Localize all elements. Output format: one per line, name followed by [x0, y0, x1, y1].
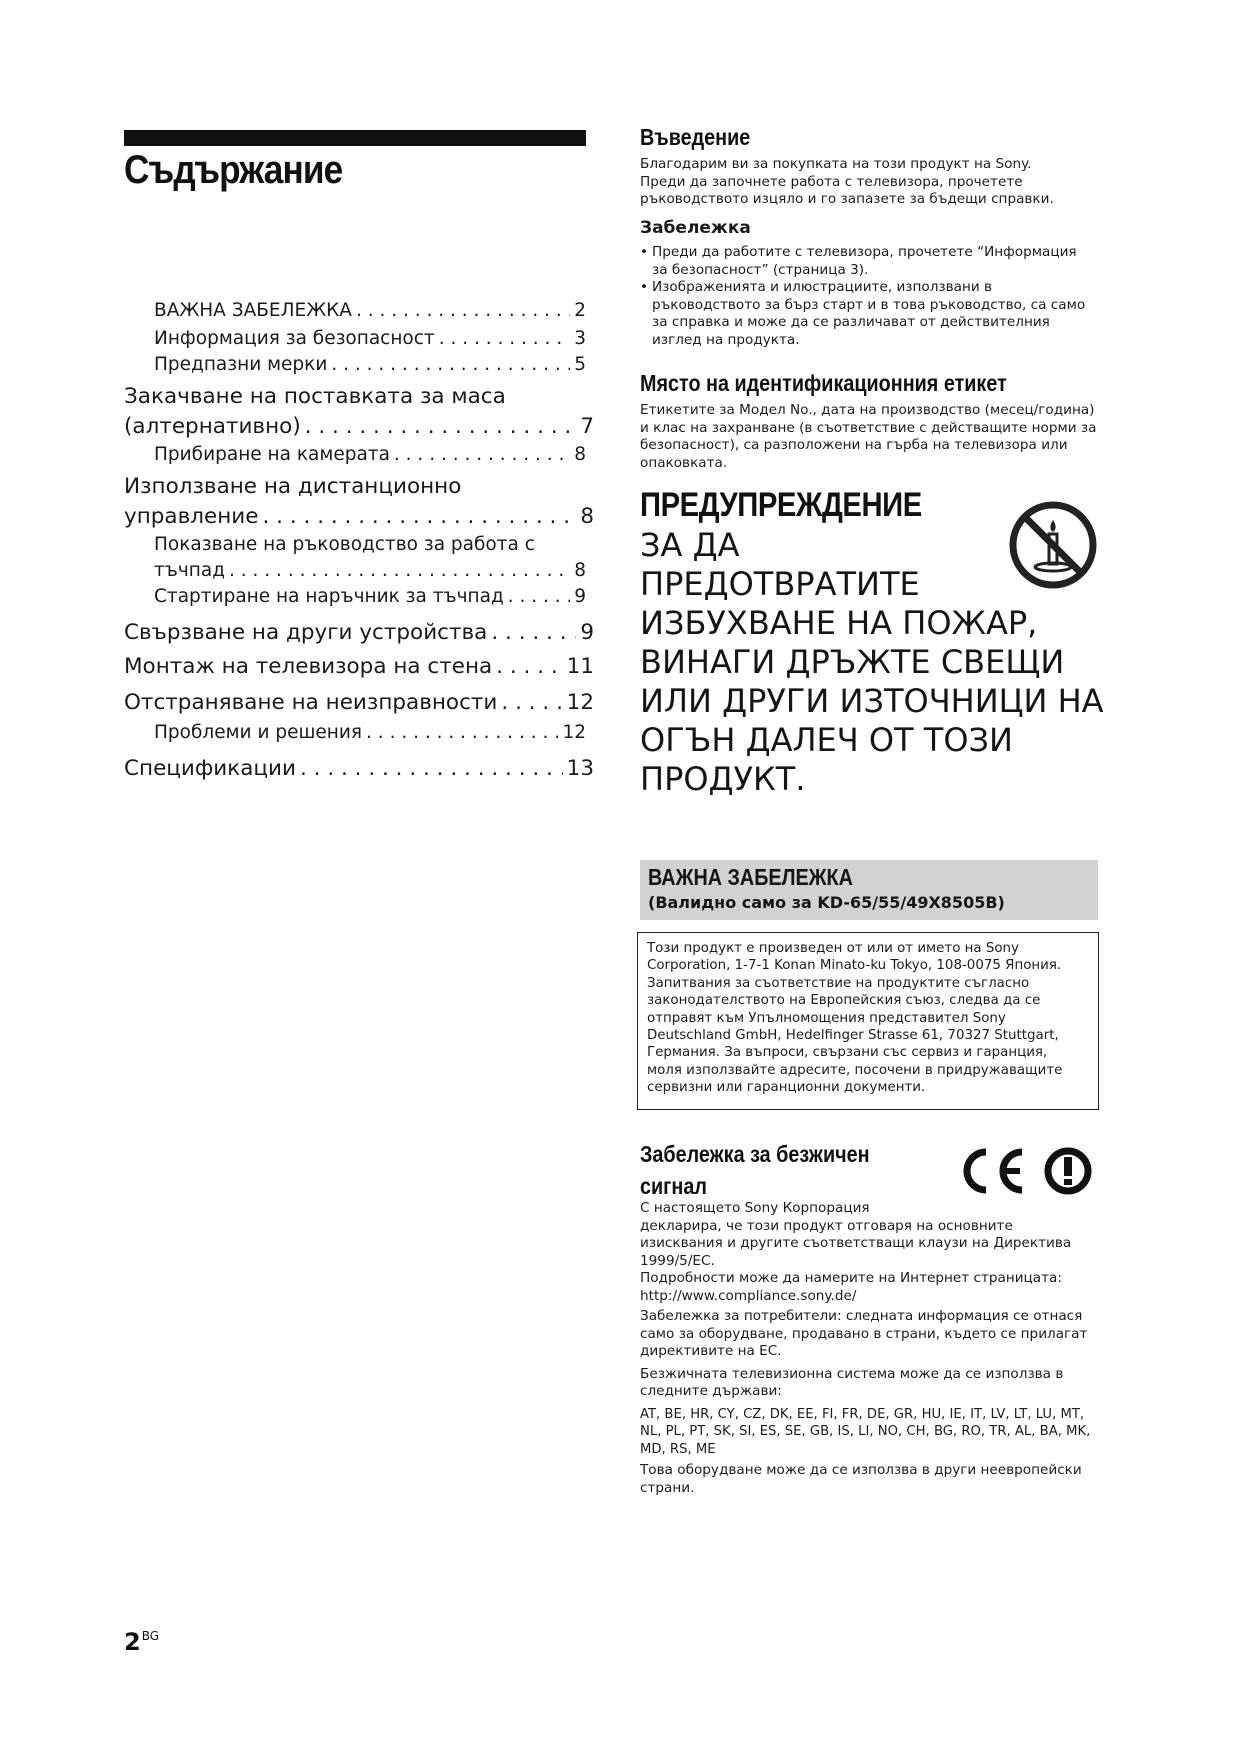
- toc-entry-page: 12: [566, 690, 594, 715]
- toc-entry-page: 8: [574, 444, 586, 465]
- toc-entry-page: 9: [580, 620, 594, 645]
- toc-entry-label: Прибиране на камерата: [154, 444, 390, 465]
- toc-entry[interactable]: [124, 650, 594, 684]
- toc-entry-label: (алтернативно): [124, 414, 301, 439]
- toc-entry[interactable]: [124, 686, 594, 720]
- toc-entry-page: 11: [566, 654, 594, 679]
- toc-entry-label-line1: Използване на дистанционно: [124, 474, 462, 499]
- toc-entry[interactable]: [124, 752, 594, 786]
- toc-entry-label: Стартиране на наръчник за тъчпад: [154, 586, 504, 607]
- important-notice-title: ВАЖНА ЗАБЕЛЕЖКА: [648, 864, 853, 890]
- warning-title: ПРЕДУПРЕЖДЕНИЕ: [640, 486, 922, 524]
- toc-entry[interactable]: [124, 720, 594, 746]
- note-bullets: [640, 244, 1100, 349]
- page-number-suffix: BG: [141, 1629, 160, 1643]
- toc-entry-label-line1: Показване на ръководство за работа с: [154, 534, 535, 555]
- toc-entry-label: Монтаж на телевизора на стена: [124, 654, 493, 679]
- toc-entry[interactable]: [124, 352, 594, 378]
- toc-entry-page: 9: [574, 586, 586, 607]
- toc-entry[interactable]: [124, 584, 594, 610]
- toc-entry-label: тъчпад: [154, 560, 226, 581]
- intro-paragraph: Благодарим ви за покупката на този продукт на Sony. Преди да започнете работа с телевизора, прочетете ръководството изцяло и го запазете за бъдещи справки.: [640, 156, 1054, 207]
- toc-entry-page: 2: [574, 300, 586, 321]
- toc-entry-page: 8: [580, 504, 594, 529]
- wireless-paragraph: С настоящето Sony Корпорация декларира, че този продукт отговаря на основните изисквания и другите съответстващи клаузи на Директива 1999/5/EC. Подробности може да намерите на Интернет страницата: http://www.compliance.sony.de/ Забележка за потребители: следната информация се отнася само за оборудване, продавано в страни, където се прилагат директивите на ЕС. Безжичната телевизионна система може да се използва в следните държави: AT, BE, HR, CY, CZ, DK, EE, FI, FR, DE, GR, HU, IE, IT, LV, LT, LU, MT, NL, PL, PT, SK, SI, ES, SE, GB, IS, LI, NO, CH, BG, RO, TR, AL, BA, MK, MD, RS, ME Това оборудване може да се използва в други неевропейски страни.: [640, 1200, 1110, 1497]
- toc-entry-page: 13: [566, 756, 594, 781]
- country-list: AT, BE, HR, CY, CZ, DK, EE, FI, FR, DE, GR, HU, IE, IT, LV, LT, LU, MT, NL, PL, PT, SK, SI, ES, SE, GB, IS, LI, NO, CH, BG, RO, TR, AL, BA, MK, MD, RS, ME: [640, 1406, 1091, 1457]
- toc-entry-label: Информация за безопасност: [154, 328, 435, 349]
- toc-entry-label: управление: [124, 504, 259, 529]
- toc-entry[interactable]: [124, 326, 594, 352]
- toc-entry-page: 8: [574, 560, 586, 581]
- toc-entry-label: Спецификации: [124, 756, 296, 781]
- toc-entry-label: Отстраняване на неизправности: [124, 690, 498, 715]
- important-notice-subtitle: (Валидно само за KD-65/55/49X8505B): [648, 893, 1005, 912]
- toc-entry-label: Предпазни мерки: [154, 354, 328, 375]
- wireless-heading: Забележка за безжичен сигнал: [640, 1141, 870, 1199]
- toc-entry-page: 12: [562, 722, 586, 743]
- toc-entry-label: Проблеми и решения: [154, 722, 363, 743]
- toc-entry-page: 3: [574, 328, 586, 349]
- note-bullet: • Преди да работите с телевизора, прочетете “Информация за безопасност” (страница 3).: [640, 244, 1100, 279]
- toc-header-bar: [124, 130, 586, 146]
- label-location-heading: Място на идентификационния етикет: [640, 370, 1007, 396]
- warning-text: ЗА ДА ПРЕДОТВРАТИТЕ ИЗБУХВАНЕ НА ПОЖАР, ВИНАГИ ДРЪЖТЕ СВЕЩИ ИЛИ ДРУГИ ИЗТОЧНИЦИ НА ОГЪН ДАЛЕЧ ОТ ТОЗИ ПРОДУКТ.: [640, 526, 1104, 798]
- page-number: $2^{BG}$: [124, 1628, 160, 1656]
- toc-title: Съдържание: [124, 148, 343, 192]
- toc-entry-label-line1: Закачване на поставката за маса: [124, 384, 506, 409]
- compliance-url[interactable]: http://www.compliance.sony.de/: [640, 1287, 857, 1304]
- toc-entry[interactable]: [124, 382, 594, 442]
- toc-entry[interactable]: [124, 442, 594, 468]
- no-candle-icon: [1006, 498, 1100, 592]
- toc-entry[interactable]: [124, 616, 594, 650]
- manufacturer-info-box: Този продукт е произведен от или от името на Sony Corporation, 1-7-1 Konan Minato-ku Tokyo, 108-0075 Япония. Запитвания за съответствие на продуктите съгласно законодателството на Европейския съюз, следва да се отправят към Упълномощения представител Sony Deutschland GmbH, Hedelfinger Strasse 61, 70327 Stuttgart, Германия. За въпроси, свързани със сервиз и гаранция, моля използвайте адресите, посочени в придружаващите сервизни или гаранционни документи.: [637, 932, 1099, 1110]
- label-location-paragraph: Етикетите за Модел No., дата на производство (месец/година) и клас на захранване (в съответствие с действащите норми за безопасност), са разположени на гърба на телевизора или опаковката.: [640, 402, 1097, 471]
- toc-entry-page: 5: [574, 354, 586, 375]
- toc-entry-label: ВАЖНА ЗАБЕЛЕЖКА: [154, 300, 352, 321]
- toc-entry[interactable]: [124, 298, 594, 324]
- toc-entry-label: Свързване на други устройства: [124, 620, 488, 645]
- toc-entry[interactable]: [124, 532, 594, 584]
- intro-heading: Въведение: [640, 124, 751, 150]
- alert-circle-icon: [1048, 1151, 1088, 1191]
- table-of-contents: [124, 298, 594, 786]
- note-bullet: • Изображенията и илюстрациите, използвани в ръководството за бърз старт и в това ръководство, са само за справка и може да се различават от действителния изглед на продукта.: [640, 279, 1100, 349]
- toc-entry[interactable]: [124, 472, 594, 532]
- important-notice-banner: [640, 860, 1098, 920]
- note-heading: Забележка: [640, 218, 751, 238]
- ce-mark-icon: [950, 1144, 1094, 1198]
- toc-entry-page: 7: [580, 414, 594, 439]
